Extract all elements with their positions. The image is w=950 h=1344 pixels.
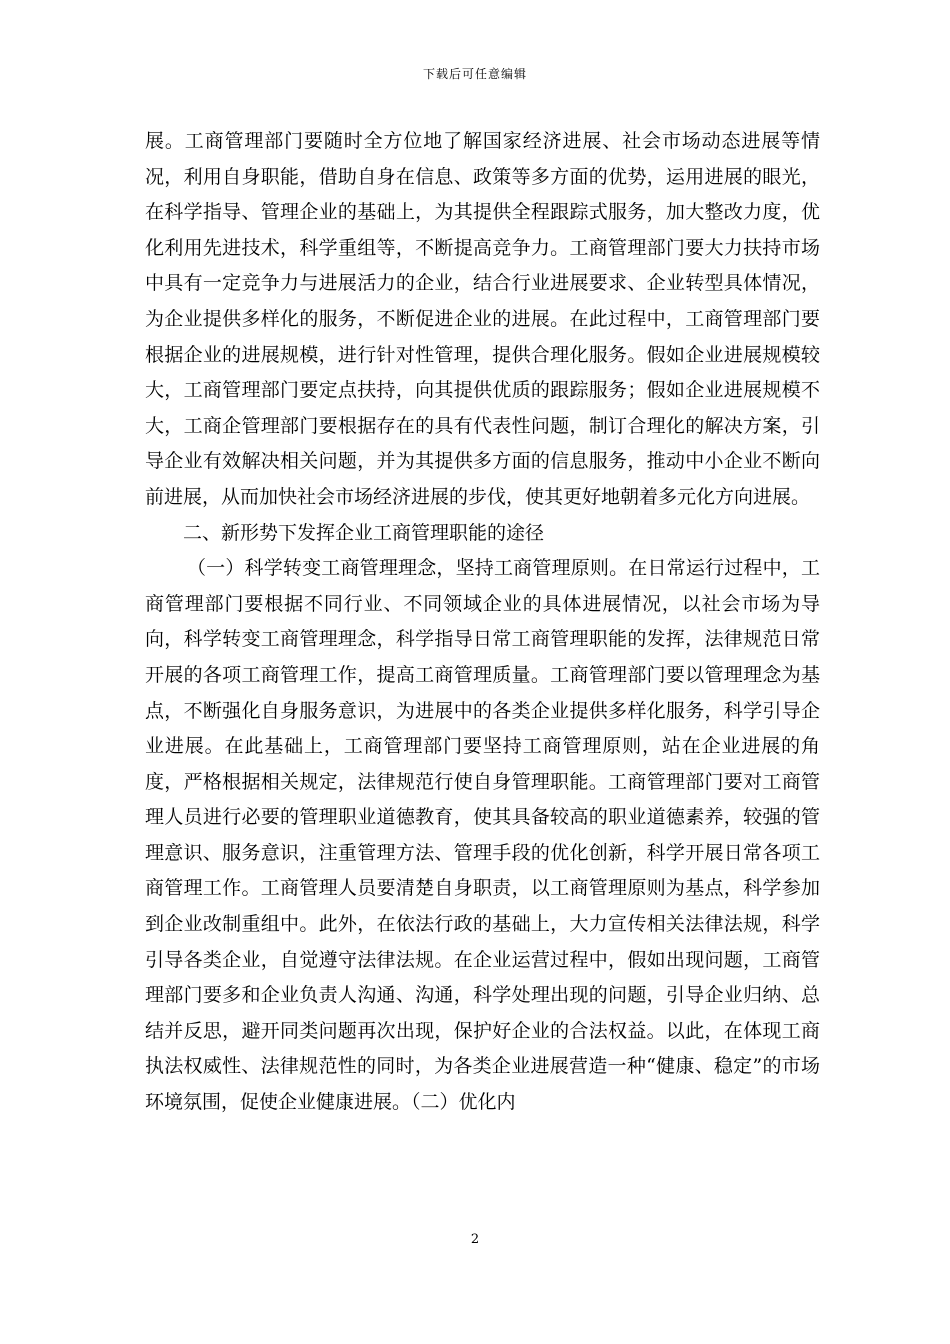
- paragraph-continuation: 展。工商管理部门要随时全方位地了解国家经济进展、社会市场动态进展等情况，利用自身职能，借助自身在信息、政策等多方面的优势，运用进展的眼光，在科学指导、管理企业的基础上，为其提供全程跟踪式服务，加大整改力度，优化利用先进技术，科学重组等，不断提高竞争力。工商管理部门要大力扶持市场中具有一定竞争力与进展活力的企业，结合行业进展要求、企业转型具体情况，为企业提供多样化的服务，不断促进企业的进展。在此过程中，工商管理部门要根据企业的进展规模，进行针对性管理，提供合理化服务。假如企业进展规模较大，工商管理部门要定点扶持，向其提供优质的跟踪服务；假如企业进展规模不大，工商企管理部门要根据存在的具有代表性问题，制订合理化的解决方案，引导企业有效解决相关问题，并为其提供多方面的信息服务，推动中小企业不断向前进展，从而加快社会市场经济进展的步伐，使其更好地朝着多元化方向进展。: [145, 130, 820, 508]
- page-number: 2: [470, 1232, 480, 1247]
- document-body: [145, 124, 820, 1121]
- page-header: 下载后可任意编辑: [422, 67, 527, 81]
- paragraph-subsection-1: （一）科学转变工商管理理念，坚持工商管理原则。在日常运行过程中，工商管理部门要根据不同行业、不同领域企业的具体进展情况，以社会市场为导向，科学转变工商管理理念，科学指导日常工商管理职能的发挥，法律规范日常开展的各项工商管理工作，提高工商管理质量。工商管理部门要以管理理念为基点，不断强化自身服务意识，为进展中的各类企业提供多样化服务，科学引导企业进展。在此基础上，工商管理部门要坚持工商管理原则，站在企业进展的角度，严格根据相关规定，法律规范行使自身管理职能。工商管理部门要对工商管理人员进行必要的管理职业道德教育，使其具备较高的职业道德素养，较强的管理意识、服务意识，注重管理方法、管理手段的优化创新，科学开展日常各项工商管理工作。工商管理人员要清楚自身职责，以工商管理原则为基点，科学参加到企业改制重组中。此外，在依法行政的基础上，大力宣传相关法律法规，科学引导各类企业，自觉遵守法律法规。在企业运营过程中，假如出现问题，工商管理部门要多和企业负责人沟通、沟通，科学处理出现的问题，引导企业归纳、总结并反思，避开同类问题再次出现，保护好企业的合法权益。以此，在体现工商执法权威性、法律规范性的同时，为各类企业进展营造一种“健康、稳定”的市场环境氛围，促使企业健康进展。（二）优化内: [145, 557, 820, 1114]
- section-heading: 二、新形势下发挥企业工商管理职能的途径: [183, 521, 545, 544]
